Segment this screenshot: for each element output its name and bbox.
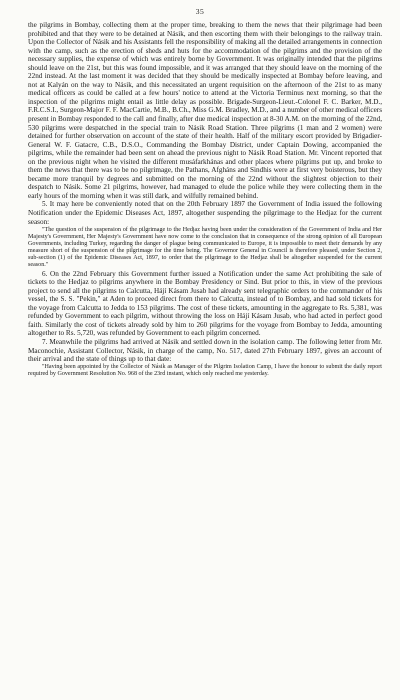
letter-quote: "Having been appointed by the Collector of Násik as Manager of the Pilgrim Isolation Camp, I have the honour to submit the daily report required by Government Resolution No. 968 of the 23rd instant, which only reached me yesterday.	[28, 364, 382, 378]
paragraph-7: 7. Meanwhile the pilgrims had arrived at Násik and settled down in the isolation camp. The following letter from Mr. Maconochie, Assistant Collector, Násik, in charge of the camp, No. 517, dated 27th February 1897, gives an account of their arrival and the state of things up to that date:	[28, 338, 382, 364]
notification-quote: "The question of the suspension of the pilgrimage to the Hedjaz having been under the consideration of the Government of India and Her Majesty's Government, Her Majesty's Government have now come to the conclusion that in consequence of the strong opinion of all European Governments, including Turkey, regarding the danger of plague being communicated to Europe, it is impossible to meet their demands by any measure short of the suspension of the pilgrimage for the time being. The Governor General in Council is therefore pleased, under Section 2, sub-section (1) of the Epidemic Diseases Act, 1897, to order that the pilgrimage to the Hedjaz shall be altogether suspended for the current season."	[28, 226, 382, 268]
paragraph-continuation: the pilgrims in Bombay, collecting them at the proper time, breaking to them the news that their pilgrimage had been prohibited and that they were to be detained at Násik, and then escorting them with their belongings to the railway train. Upon the Collector of Násik and his Assistants fell the responsibility of making all the detailed arrangements in connection with the camp, such as the erection of sheds and huts for the accommodation of the pilgrims and the provision of the necessary supplies, the expense of which was entirely borne by Government. It was originally intended that the pilgrims should leave on the 21st, but this was found impossible, and it was arranged that they should leave on the morning of the 22nd instead. At the last moment it was decided that they should be medically inspected at Bombay before leaving, and not at Kalyán on the way to Násik, and this necessitated an urgent requisition on the afternoon of the 21st to as many medical officers as could be called at a few hours' notice to attend at the Victoria Terminus next morning, so that the inspection of the pilgrims might entail as little delay as possible. Brigade-Surgeon-Lieut.-Colonel F. C. Barker, M.D., F.R.C.S.I., Surgeon-Major F. F. MacCartie, M.B., B.Ch., Miss G.M. Bradley, M.D., and a number of other medical officers present in Bombay responded to the call and finally, after due medical inspection at 8-30 A.M. on the morning of the 22nd, 530 pilgrims were despatched in the special train to Násik Road Station. Three pilgrims (1 man and 2 women) were detained for further observation on account of the state of their health. Half of the military escort provided by Brigadier-General W. F. Gatacre, C.B., D.S.O., Commanding the Bombay District, under Captain Dowing, accompanied the pilgrims, while the remainder had been sent on ahead the previous night to Násik Road Station. Mr. Vincent reported that on the previous night when he visited the different musáfarkhánas and other places where pilgrims put up, and broke to them the news that there was to be no pilgrimage, the Pathans, Afgháns and Sindhis were at first very boisterous, but they became more tranquil by degrees and submitted on the morning of the 22nd without the slightest objection to their despatch to Násik. Some 21 pilgrims, however, had managed to elude the police while they were collecting them in the early hours of the morning when it was still dark, and wilfully remained behind.	[28, 21, 382, 200]
paragraph-6: 6. On the 22nd February this Government further issued a Notification under the same Act prohibiting the sale of tickets to the Hedjaz to pilgrims anywhere in the Bombay Presidency or Sind. But prior to this, in view of the previous project to send all the pilgrims to Calcutta, Hájí Kásam Jusab had already sent telegraphic orders to the commander of his vessel, the S. S. "Pekin," at Aden to proceed direct from there to Calcutta, instead of to Bombay, and had sold tickets for the voyage from Calcutta to Jedda to 153 pilgrims. The cost of these tickets, amounting in the aggregate to Rs. 5,381, was refunded by Government to each pilgrim, without throwing the loss on Hájí Kásam Jusab, who had acted in perfect good faith. Similarly the cost of tickets already sold by him to 260 pilgrims for the voyage from Bombay to Jedda, amounting altogether to Rs. 5,720, was refunded by Government to each pilgrim concerned.	[28, 269, 382, 338]
page-number: 35	[195, 7, 205, 16]
paragraph-5: 5. It may here be conveniently noted that on the 20th February 1897 the Government of India issued the following Notification under the Epidemic Diseases Act, 1897, altogether suspending the pilgrimage to the Hedjaz for the current season:	[28, 200, 382, 226]
body-text	[28, 21, 382, 379]
